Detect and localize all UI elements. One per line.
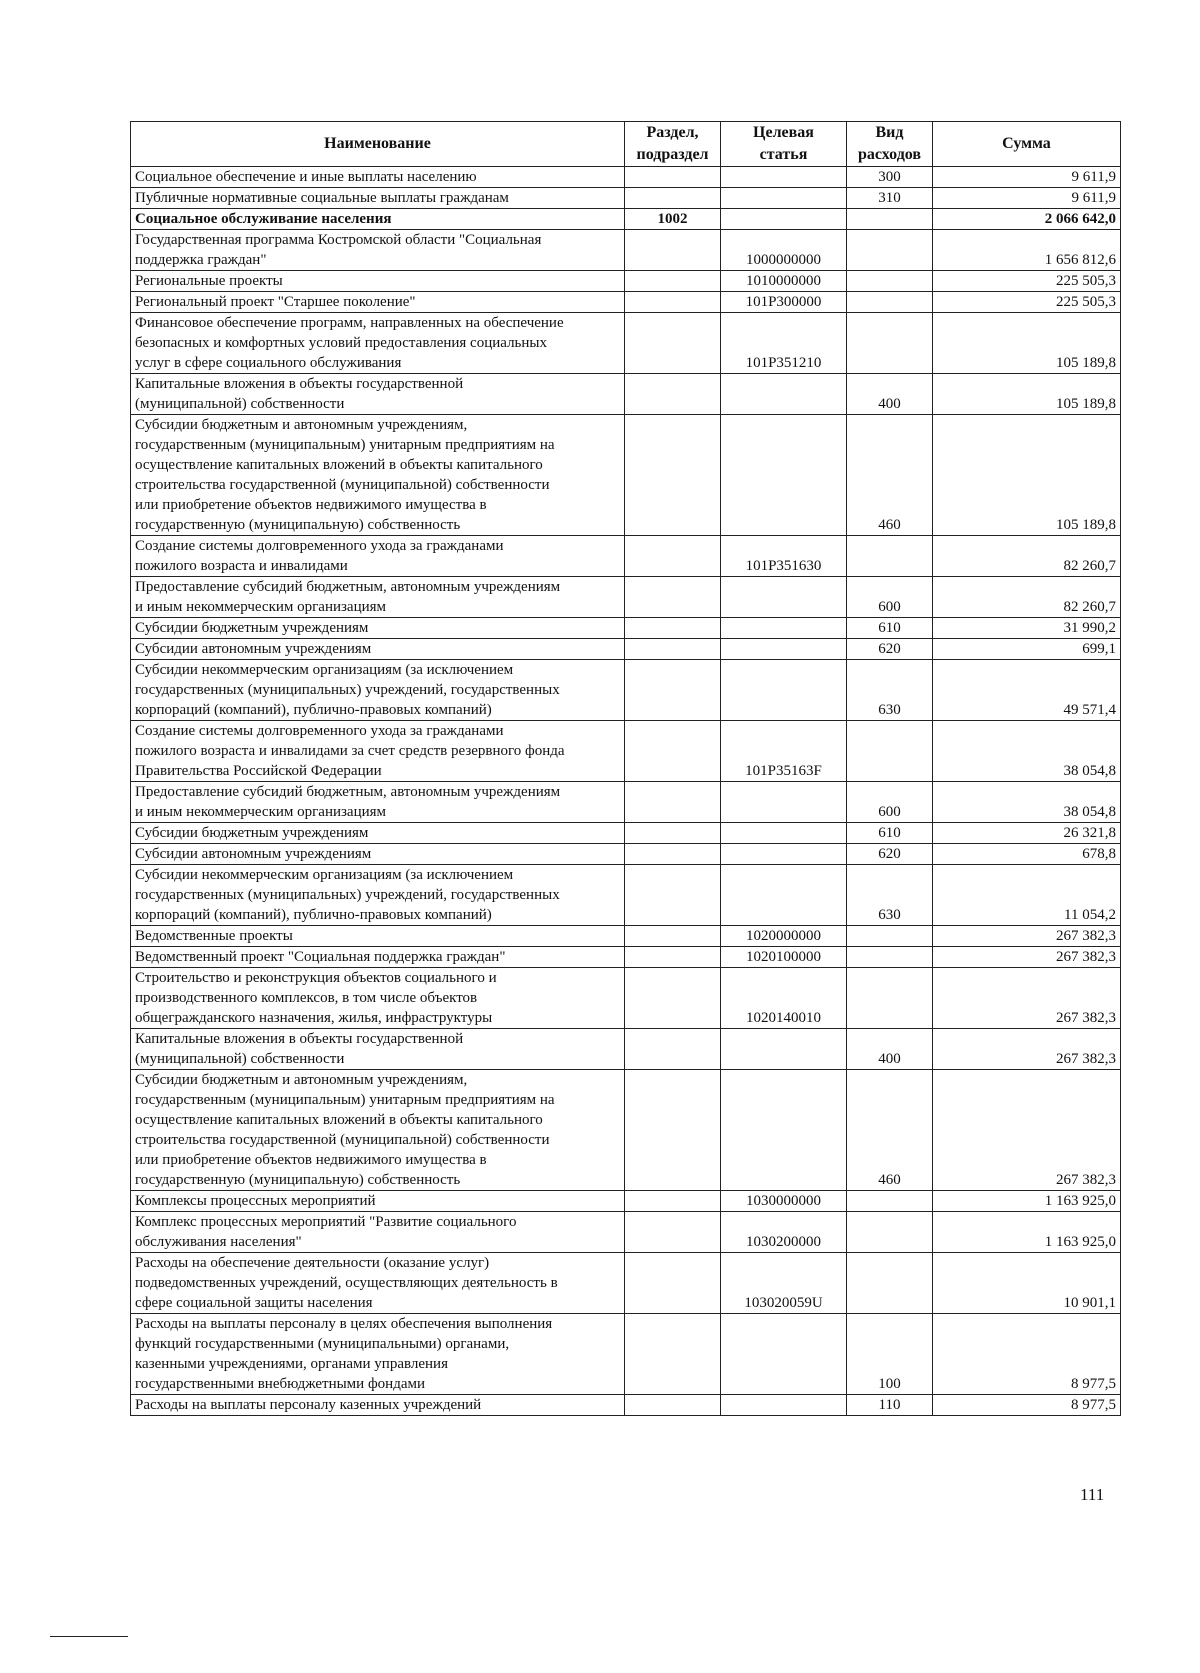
cell-section xyxy=(625,415,721,536)
cell-sum: 267 382,3 xyxy=(933,947,1121,968)
cell-target: 1000000000 xyxy=(721,230,847,271)
table-row xyxy=(131,209,1121,230)
cell-name: Комплекс процессных мероприятий "Развитие социального обслуживания населения" xyxy=(131,1212,625,1253)
cell-sum: 1 163 925,0 xyxy=(933,1191,1121,1212)
cell-target xyxy=(721,844,847,865)
cell-section xyxy=(625,1395,721,1416)
cell-name: Расходы на выплаты персоналу в целях обеспечения выполнения функций государственными (муниципальными) органами, казенными учреждениями, органами управления государственными внебюджетными фондами xyxy=(131,1314,625,1395)
table-row xyxy=(131,313,1121,374)
cell-section xyxy=(625,782,721,823)
cell-type: 110 xyxy=(847,1395,933,1416)
cell-type: 300 xyxy=(847,167,933,188)
table-row xyxy=(131,271,1121,292)
cell-type: 600 xyxy=(847,577,933,618)
cell-target xyxy=(721,577,847,618)
cell-sum: 1 656 812,6 xyxy=(933,230,1121,271)
cell-target xyxy=(721,865,847,926)
cell-target: 101P35163F xyxy=(721,721,847,782)
cell-target: 1030200000 xyxy=(721,1212,847,1253)
table-row xyxy=(131,1395,1121,1416)
cell-type xyxy=(847,968,933,1029)
table-row xyxy=(131,1314,1121,1395)
cell-section xyxy=(625,926,721,947)
cell-target: 1020100000 xyxy=(721,947,847,968)
cell-target xyxy=(721,618,847,639)
cell-target xyxy=(721,639,847,660)
cell-type: 460 xyxy=(847,415,933,536)
cell-name: Субсидии бюджетным учреждениям xyxy=(131,618,625,639)
table-body xyxy=(131,167,1121,1416)
table-row xyxy=(131,823,1121,844)
cell-type: 620 xyxy=(847,639,933,660)
table-row xyxy=(131,1191,1121,1212)
table-row xyxy=(131,374,1121,415)
cell-target xyxy=(721,1395,847,1416)
cell-sum: 678,8 xyxy=(933,844,1121,865)
cell-name: Создание системы долговременного ухода за гражданами пожилого возраста и инвалидами xyxy=(131,536,625,577)
cell-sum: 105 189,8 xyxy=(933,313,1121,374)
cell-sum: 105 189,8 xyxy=(933,374,1121,415)
table-row xyxy=(131,618,1121,639)
cell-name: Социальное обслуживание населения xyxy=(131,209,625,230)
table-row xyxy=(131,1029,1121,1070)
cell-name: Капитальные вложения в объекты государственной (муниципальной) собственности xyxy=(131,374,625,415)
cell-type: 620 xyxy=(847,844,933,865)
cell-section xyxy=(625,230,721,271)
cell-name: Ведомственный проект "Социальная поддержка граждан" xyxy=(131,947,625,968)
budget-table xyxy=(130,121,1121,1416)
cell-section xyxy=(625,188,721,209)
cell-target xyxy=(721,823,847,844)
cell-name: Региональные проекты xyxy=(131,271,625,292)
cell-type: 460 xyxy=(847,1070,933,1191)
cell-name: Предоставление субсидий бюджетным, автономным учреждениям и иным некоммерческим организациям xyxy=(131,577,625,618)
cell-name: Ведомственные проекты xyxy=(131,926,625,947)
cell-target: 1030000000 xyxy=(721,1191,847,1212)
cell-sum: 225 505,3 xyxy=(933,271,1121,292)
cell-target xyxy=(721,374,847,415)
cell-name: Расходы на выплаты персоналу казенных учреждений xyxy=(131,1395,625,1416)
table-row xyxy=(131,536,1121,577)
cell-target: 101P351210 xyxy=(721,313,847,374)
cell-target xyxy=(721,167,847,188)
cell-type xyxy=(847,926,933,947)
cell-section xyxy=(625,374,721,415)
cell-section xyxy=(625,292,721,313)
table-row xyxy=(131,188,1121,209)
cell-type: 100 xyxy=(847,1314,933,1395)
cell-name: Субсидии автономным учреждениям xyxy=(131,639,625,660)
table-row xyxy=(131,968,1121,1029)
cell-target: 1020140010 xyxy=(721,968,847,1029)
cell-name: Создание системы долговременного ухода за гражданами пожилого возраста и инвалидами за счет средств резервного фонда Правительства Российской Федерации xyxy=(131,721,625,782)
cell-target: 101P351630 xyxy=(721,536,847,577)
cell-section xyxy=(625,823,721,844)
cell-target xyxy=(721,1070,847,1191)
cell-name: Субсидии некоммерческим организациям (за исключением государственных (муниципальных) учреждений, государственных корпораций (компаний), публично-правовых компаний) xyxy=(131,865,625,926)
cell-type xyxy=(847,313,933,374)
cell-section xyxy=(625,968,721,1029)
cell-sum: 26 321,8 xyxy=(933,823,1121,844)
cell-type xyxy=(847,721,933,782)
cell-type: 610 xyxy=(847,823,933,844)
cell-target: 101P300000 xyxy=(721,292,847,313)
table-row xyxy=(131,660,1121,721)
cell-target xyxy=(721,782,847,823)
cell-section xyxy=(625,577,721,618)
cell-type xyxy=(847,292,933,313)
cell-type xyxy=(847,1191,933,1212)
cell-sum: 82 260,7 xyxy=(933,577,1121,618)
cell-target xyxy=(721,209,847,230)
cell-section xyxy=(625,1253,721,1314)
cell-type xyxy=(847,209,933,230)
table-row xyxy=(131,1212,1121,1253)
cell-name: Региональный проект "Старшее поколение" xyxy=(131,292,625,313)
table-row xyxy=(131,926,1121,947)
cell-type xyxy=(847,230,933,271)
cell-type: 310 xyxy=(847,188,933,209)
table-row xyxy=(131,844,1121,865)
header-type: Вид расходов xyxy=(847,122,933,167)
cell-sum: 38 054,8 xyxy=(933,721,1121,782)
cell-target xyxy=(721,660,847,721)
cell-type: 630 xyxy=(847,660,933,721)
cell-sum: 9 611,9 xyxy=(933,188,1121,209)
cell-target xyxy=(721,1314,847,1395)
cell-type: 630 xyxy=(847,865,933,926)
cell-section: 1002 xyxy=(625,209,721,230)
cell-name: Субсидии бюджетным учреждениям xyxy=(131,823,625,844)
cell-section xyxy=(625,865,721,926)
cell-section xyxy=(625,1070,721,1191)
table-row xyxy=(131,292,1121,313)
cell-name: Капитальные вложения в объекты государственной (муниципальной) собственности xyxy=(131,1029,625,1070)
cell-sum: 9 611,9 xyxy=(933,167,1121,188)
table-row xyxy=(131,167,1121,188)
cell-type xyxy=(847,1253,933,1314)
table-row xyxy=(131,639,1121,660)
cell-sum: 11 054,2 xyxy=(933,865,1121,926)
cell-name: Государственная программа Костромской области "Социальная поддержка граждан" xyxy=(131,230,625,271)
cell-target: 103020059U xyxy=(721,1253,847,1314)
cell-section xyxy=(625,844,721,865)
header-section: Раздел, подраздел xyxy=(625,122,721,167)
cell-section xyxy=(625,1212,721,1253)
header-name: Наименование xyxy=(131,122,625,167)
cell-name: Комплексы процессных мероприятий xyxy=(131,1191,625,1212)
cell-sum: 267 382,3 xyxy=(933,968,1121,1029)
cell-name: Субсидии бюджетным и автономным учреждениям, государственным (муниципальным) унитарным предприятиям на осуществление капитальных вложений в объекты капитального строительства государственной (муниципальной) собственности или приобретение объектов недвижимого имущества в государственную (муниципальную) собственность xyxy=(131,415,625,536)
page-number: 111 xyxy=(1080,1485,1105,1504)
cell-type xyxy=(847,947,933,968)
table-row xyxy=(131,1253,1121,1314)
cell-name: Предоставление субсидий бюджетным, автономным учреждениям и иным некоммерческим организациям xyxy=(131,782,625,823)
table-row xyxy=(131,782,1121,823)
cell-target xyxy=(721,188,847,209)
cell-section xyxy=(625,947,721,968)
cell-name: Субсидии некоммерческим организациям (за исключением государственных (муниципальных) учреждений, государственных корпораций (компаний), публично-правовых компаний) xyxy=(131,660,625,721)
table-row xyxy=(131,947,1121,968)
cell-target: 1010000000 xyxy=(721,271,847,292)
cell-name: Финансовое обеспечение программ, направленных на обеспечение безопасных и комфортных условий предоставления социальных услуг в сфере социального обслуживания xyxy=(131,313,625,374)
cell-section xyxy=(625,167,721,188)
cell-sum: 267 382,3 xyxy=(933,1029,1121,1070)
table-row xyxy=(131,230,1121,271)
cell-type xyxy=(847,271,933,292)
cell-sum: 49 571,4 xyxy=(933,660,1121,721)
cell-section xyxy=(625,721,721,782)
cell-type xyxy=(847,536,933,577)
table-row xyxy=(131,721,1121,782)
header-sum: Сумма xyxy=(933,122,1121,167)
cell-section xyxy=(625,639,721,660)
cell-sum: 38 054,8 xyxy=(933,782,1121,823)
table-row xyxy=(131,415,1121,536)
table-header xyxy=(131,122,1121,167)
cell-section xyxy=(625,536,721,577)
cell-section xyxy=(625,271,721,292)
cell-sum: 82 260,7 xyxy=(933,536,1121,577)
cell-target: 1020000000 xyxy=(721,926,847,947)
cell-sum: 225 505,3 xyxy=(933,292,1121,313)
header-target: Целевая статья xyxy=(721,122,847,167)
cell-section xyxy=(625,1029,721,1070)
cell-sum: 699,1 xyxy=(933,639,1121,660)
table-row xyxy=(131,865,1121,926)
cell-section xyxy=(625,1314,721,1395)
cell-target xyxy=(721,1029,847,1070)
cell-sum: 8 977,5 xyxy=(933,1314,1121,1395)
cell-sum: 8 977,5 xyxy=(933,1395,1121,1416)
table-row xyxy=(131,1070,1121,1191)
cell-sum: 10 901,1 xyxy=(933,1253,1121,1314)
cell-type: 400 xyxy=(847,1029,933,1070)
cell-sum: 2 066 642,0 xyxy=(933,209,1121,230)
cell-name: Публичные нормативные социальные выплаты гражданам xyxy=(131,188,625,209)
cell-section xyxy=(625,1191,721,1212)
cell-name: Субсидии бюджетным и автономным учреждениям, государственным (муниципальным) унитарным предприятиям на осуществление капитальных вложений в объекты капитального строительства государственной (муниципальной) собственности или приобретение объектов недвижимого имущества в государственную (муниципальную) собственность xyxy=(131,1070,625,1191)
cell-section xyxy=(625,660,721,721)
table-row xyxy=(131,577,1121,618)
cell-sum: 1 163 925,0 xyxy=(933,1212,1121,1253)
cell-name: Строительство и реконструкция объектов социального и производственного комплексов, в том числе объектов общегражданского назначения, жилья, инфраструктуры xyxy=(131,968,625,1029)
cell-section xyxy=(625,313,721,374)
cell-sum: 31 990,2 xyxy=(933,618,1121,639)
cell-sum: 105 189,8 xyxy=(933,415,1121,536)
cell-type: 600 xyxy=(847,782,933,823)
cell-type: 400 xyxy=(847,374,933,415)
cell-name: Расходы на обеспечение деятельности (оказание услуг) подведомственных учреждений, осуществляющих деятельность в сфере социальной защиты населения xyxy=(131,1253,625,1314)
header-row xyxy=(131,122,1121,167)
cell-name: Социальное обеспечение и иные выплаты населению xyxy=(131,167,625,188)
cell-type xyxy=(847,1212,933,1253)
cell-sum: 267 382,3 xyxy=(933,1070,1121,1191)
cell-target xyxy=(721,415,847,536)
cell-sum: 267 382,3 xyxy=(933,926,1121,947)
footnote-divider xyxy=(50,1636,128,1637)
cell-name: Субсидии автономным учреждениям xyxy=(131,844,625,865)
cell-type: 610 xyxy=(847,618,933,639)
cell-section xyxy=(625,618,721,639)
